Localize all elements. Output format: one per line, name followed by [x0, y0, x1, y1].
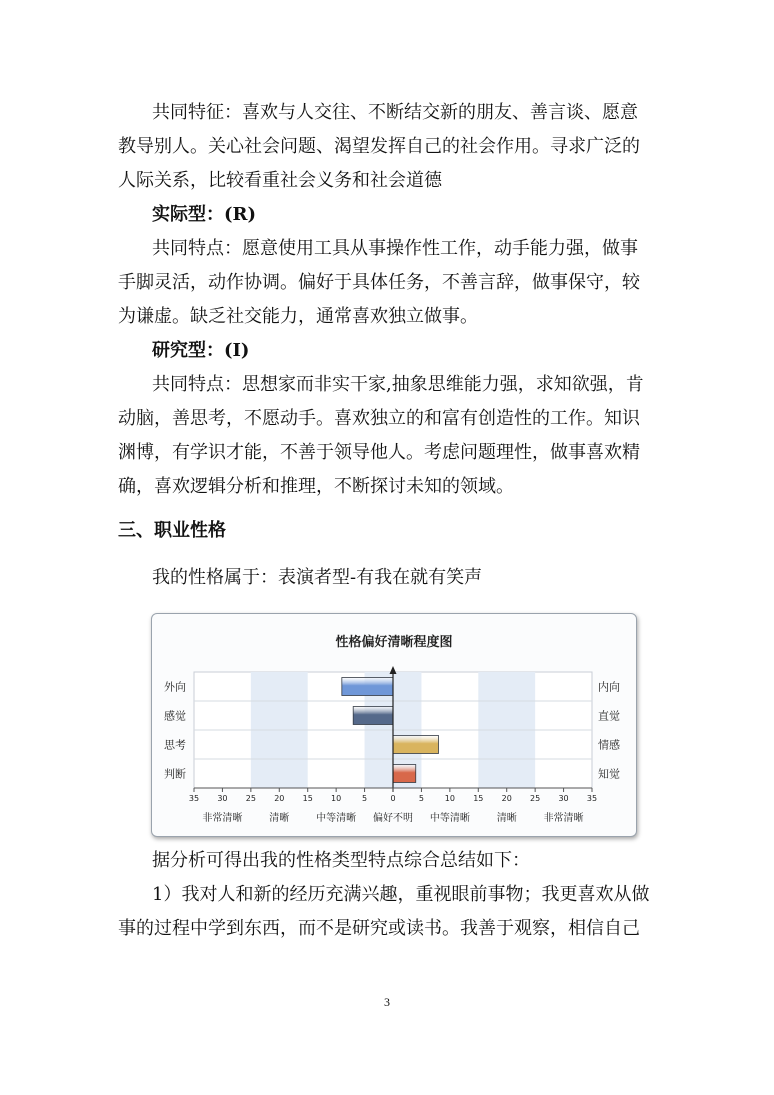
text-line: 共同特点：思想家而非实干家,抽象思维能力强，求知欲强，肯 — [152, 374, 644, 395]
type-statement: 我的性格属于：表演者型-有我在就有笑声 — [152, 567, 483, 588]
x-tick-label: 25 — [245, 794, 256, 803]
band-label: 非常清晰 — [543, 813, 584, 824]
text-line: 渊博，有学识才能，不善于领导他人。考虑问题理性，做事喜欢精 — [118, 442, 640, 463]
text-line: 确，喜欢逻辑分析和推理，不断探讨未知的领域。 — [118, 476, 514, 497]
right-row-label: 直觉 — [598, 709, 620, 723]
text-line: 1）我对人和新的经历充满兴趣，重视眼前事物；我更喜欢从做 — [152, 884, 650, 905]
x-tick-label: 15 — [302, 794, 313, 803]
chart-title: 性格偏好清晰程度图 — [335, 635, 453, 650]
text-line: 动脑，善思考，不愿动手。喜欢独立的和富有创造性的工作。知识 — [118, 408, 640, 429]
x-tick-label: 5 — [362, 794, 368, 803]
investigative-heading: 研究型：(I) — [152, 340, 250, 361]
section-heading: 三、职业性格 — [118, 520, 226, 541]
band-label: 清晰 — [269, 813, 290, 824]
band-label: 清晰 — [496, 813, 517, 824]
x-tick-label: 25 — [530, 794, 541, 803]
text-line: 手脚灵活，动作协调。偏好于具体任务，不善言辞，做事保守，较 — [118, 272, 640, 293]
preference-bar — [393, 736, 438, 754]
left-row-label: 思考 — [164, 738, 186, 752]
x-tick-label: 35 — [586, 794, 598, 803]
realistic-heading: 实际型：(R) — [152, 204, 256, 225]
right-row-label: 情感 — [598, 738, 620, 752]
x-tick-label: 30 — [217, 794, 228, 803]
x-tick-label: 20 — [274, 794, 285, 803]
x-tick-label: 15 — [473, 794, 484, 803]
left-row-label: 感觉 — [164, 709, 186, 723]
preference-bar — [353, 707, 393, 725]
x-tick-label: 10 — [331, 794, 342, 803]
axis-arrow — [390, 666, 397, 674]
text-line: 共同特征：喜欢与人交往、不断结交新的朋友、善言谈、愿意 — [152, 102, 638, 123]
x-tick-label: 10 — [444, 794, 455, 803]
preference-bar — [342, 678, 393, 696]
left-row-label: 外向 — [164, 680, 186, 694]
x-tick-label: 35 — [188, 794, 200, 803]
band-label: 中等清晰 — [429, 813, 470, 824]
preference-clarity-chart — [151, 613, 637, 837]
right-row-label: 知觉 — [598, 767, 620, 781]
band-label: 中等清晰 — [316, 813, 357, 824]
right-row-label: 内向 — [598, 680, 620, 694]
text-line: 教导别人。关心社会问题、渴望发挥自己的社会作用。寻求广泛的 — [118, 136, 640, 157]
preference-bar — [393, 765, 416, 783]
x-tick-label: 5 — [418, 794, 424, 803]
analysis-intro: 据分析可得出我的性格类型特点综合总结如下： — [152, 850, 530, 871]
text-line: 共同特点：愿意使用工具从事操作性工作，动手能力强，做事 — [152, 238, 638, 259]
x-tick-label: 0 — [390, 794, 396, 803]
band-label: 非常清晰 — [202, 813, 243, 824]
left-row-label: 判断 — [164, 767, 186, 781]
x-tick-label: 20 — [501, 794, 512, 803]
page-number: 3 — [384, 995, 390, 1009]
x-tick-label: 30 — [558, 794, 569, 803]
band-label: 偏好不明 — [373, 813, 413, 824]
chart-canvas — [152, 614, 636, 836]
text-line: 为谦虚。缺乏社交能力，通常喜欢独立做事。 — [118, 306, 478, 327]
text-line: 事的过程中学到东西，而不是研究或读书。我善于观察，相信自己 — [118, 918, 640, 939]
text-line: 人际关系，比较看重社会义务和社会道德 — [118, 170, 442, 191]
